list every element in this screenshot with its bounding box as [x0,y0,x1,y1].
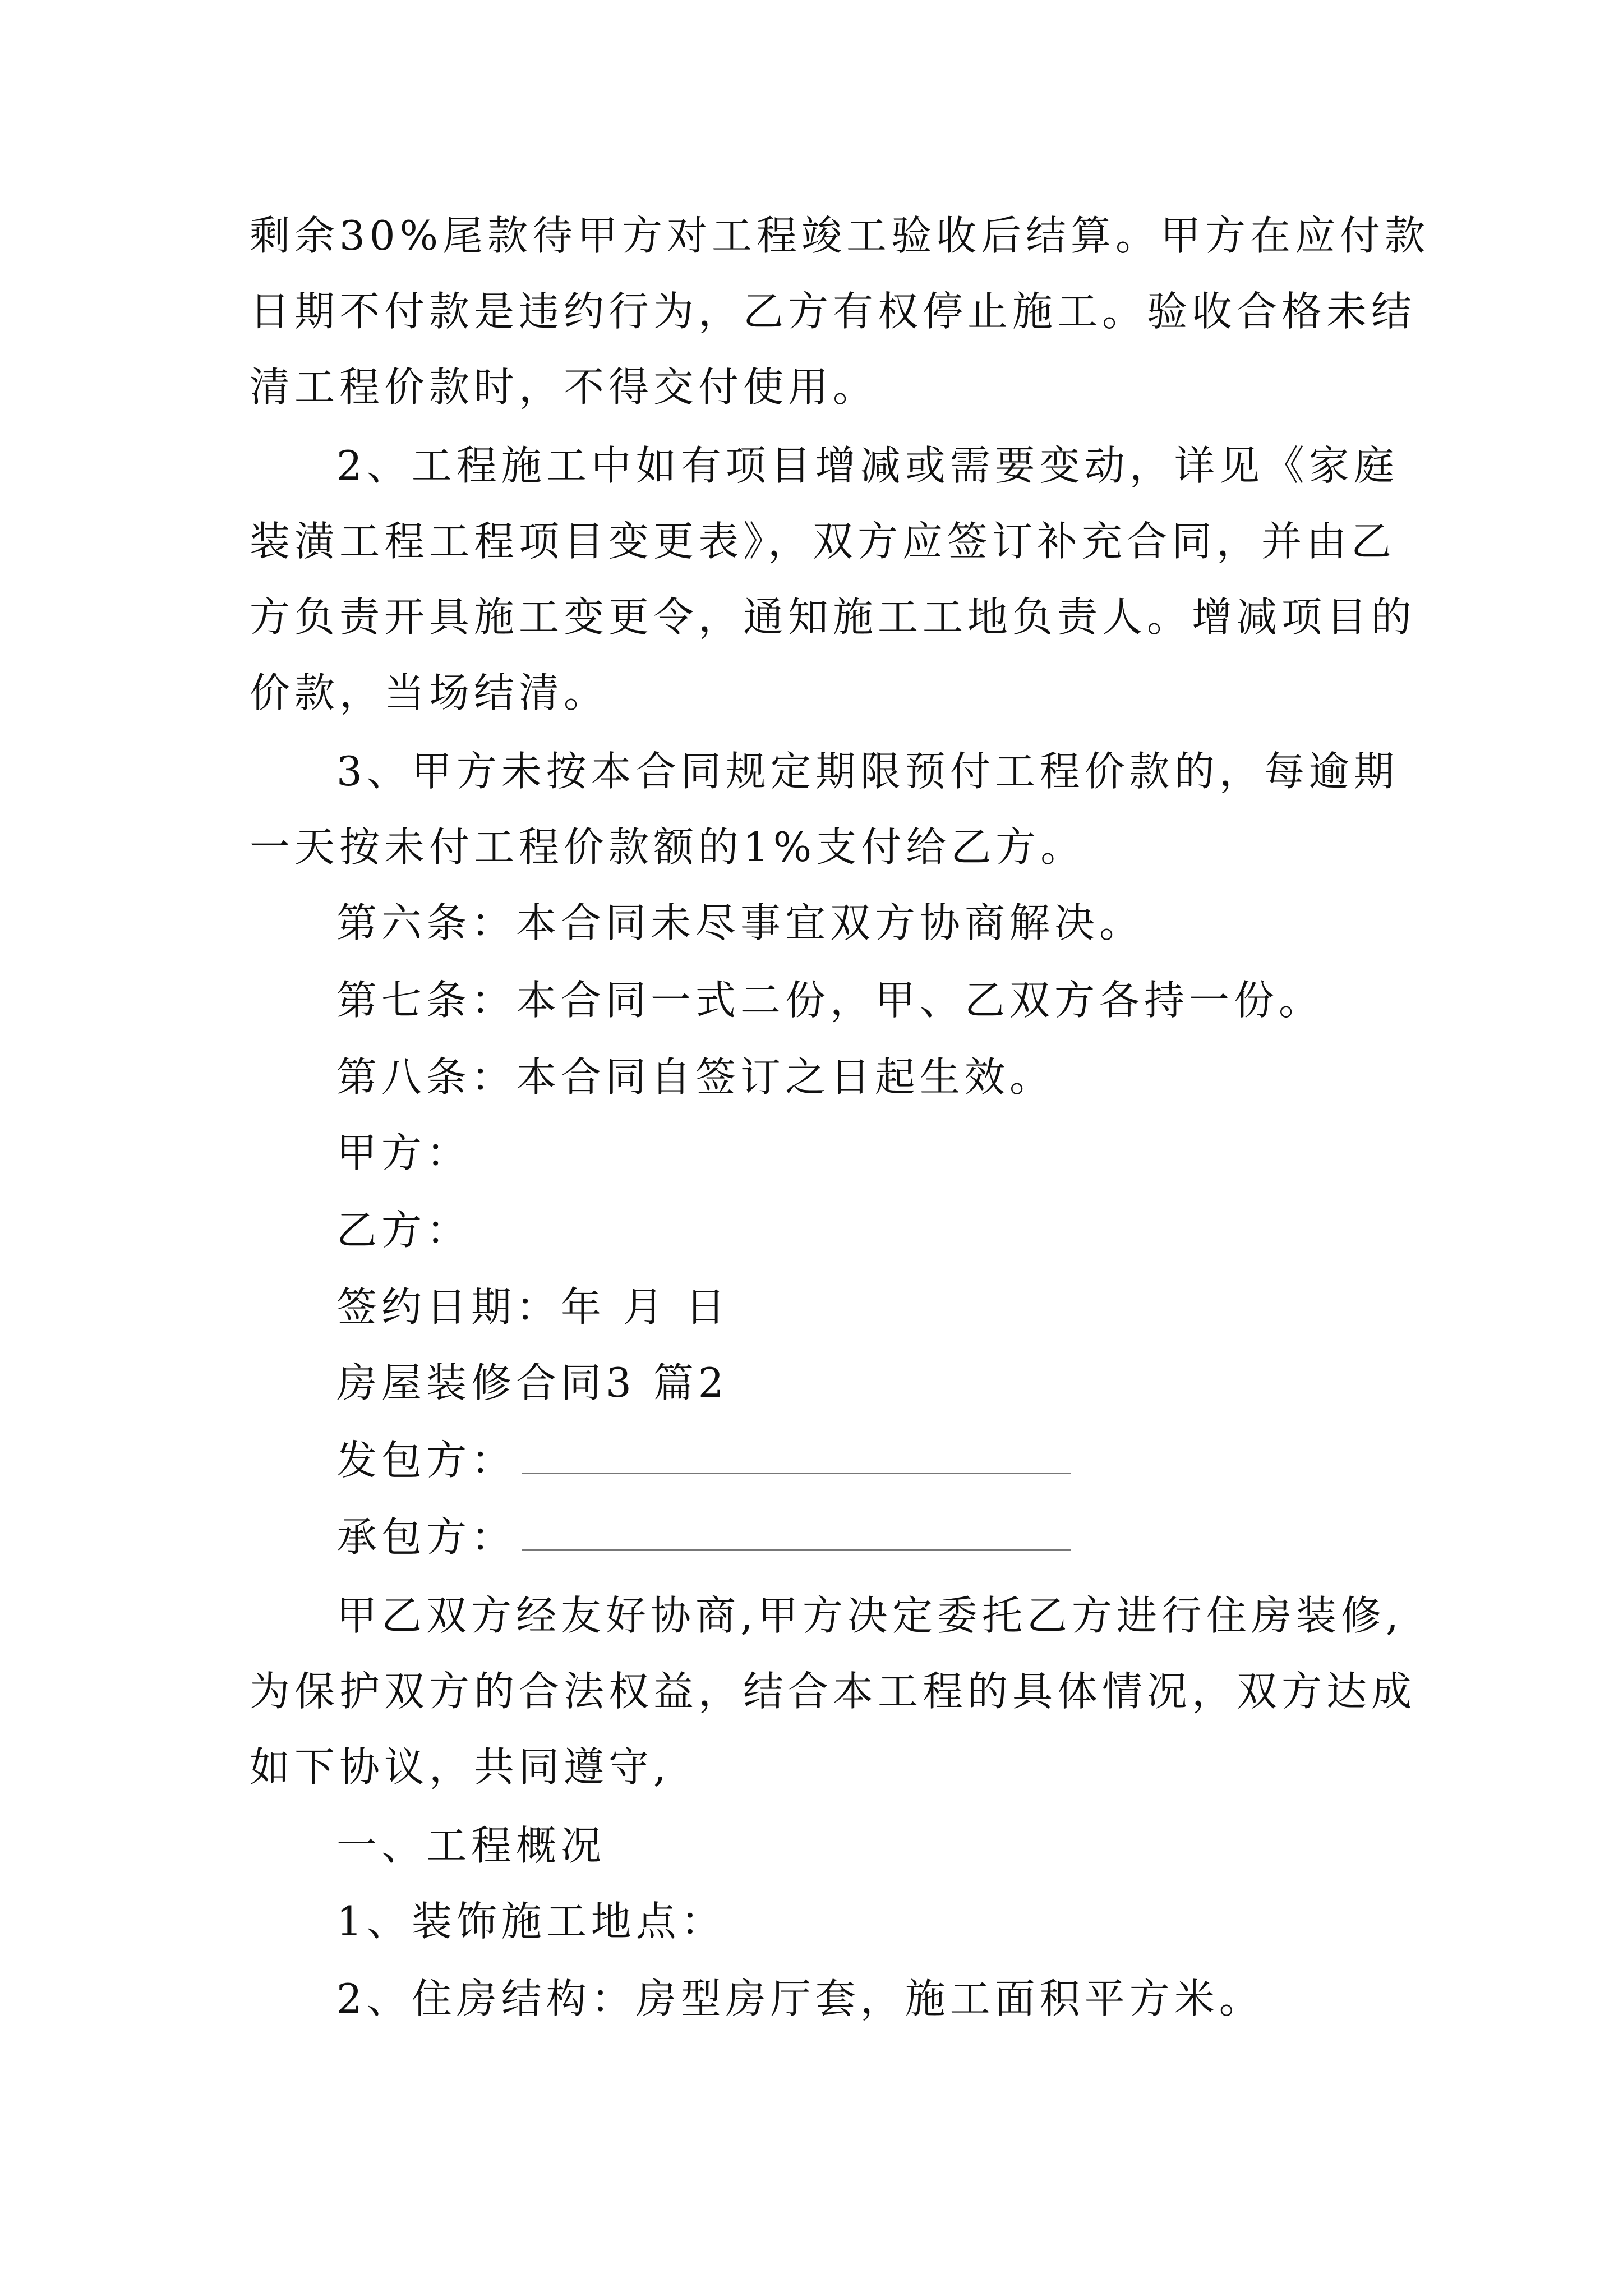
article-six: 第六条：本合同未尽事宜双方协商解决。 [336,899,1145,946]
paragraph-line: 方负责开具施工变更令，通知施工工地负责人。增减项目的 [250,593,1417,641]
heading-overview: 一、工程概况 [336,1822,606,1869]
paragraph-line: 一天按未付工程价款额的1%支付给乙方。 [250,823,1086,871]
paragraph-line: 装潢工程工程项目变更表》，双方应签订补充合同，并由乙 [250,518,1396,565]
list-item: 1、装饰施工地点： [336,1898,726,1945]
contractor-blank-line [522,1522,1071,1551]
paragraph-line: 剩余30%尾款待甲方对工程竣工验收后结算。甲方在应付款 [250,212,1430,259]
paragraph-line: 为保护双方的合法权益，结合本工程的具体情况，双方达成 [250,1668,1417,1715]
paragraph-line: 如下协议，共同遵守, [250,1743,671,1791]
section-title: 房屋装修合同3 篇2 [336,1359,728,1406]
party-a-label: 甲方： [336,1129,472,1176]
paragraph-line: 清工程价款时，不得交付使用。 [250,364,878,411]
paragraph-line: 价款，当场结清。 [250,669,609,716]
employer-label: 发包方： [336,1437,517,1484]
employer-row [336,1435,1071,1485]
contractor-row [336,1512,1071,1562]
employer-blank-line [522,1446,1071,1474]
article-eight: 第八条：本合同自签订之日起生效。 [336,1053,1055,1101]
paragraph-line: 甲乙双方经友好协商,甲方决定委托乙方进行住房装修, [336,1592,1403,1639]
sign-date: 签约日期：年 月 日 [336,1283,730,1331]
article-seven: 第七条：本合同一式二份，甲、乙双方各持一份。 [336,977,1324,1024]
list-item: 2、住房结构：房型房厅套，施工面积平方米。 [336,1975,1264,2022]
party-b-label: 乙方： [336,1207,472,1254]
paragraph-line: 2、工程施工中如有项目增减或需要变动，详见《家庭 [336,442,1399,489]
paragraph-line: 3、甲方未按本合同规定期限预付工程价款的，每逾期 [336,748,1399,795]
contractor-label: 承包方： [336,1513,517,1561]
paragraph-line: 日期不付款是违约行为，乙方有权停止施工。验收合格未结 [250,288,1417,335]
